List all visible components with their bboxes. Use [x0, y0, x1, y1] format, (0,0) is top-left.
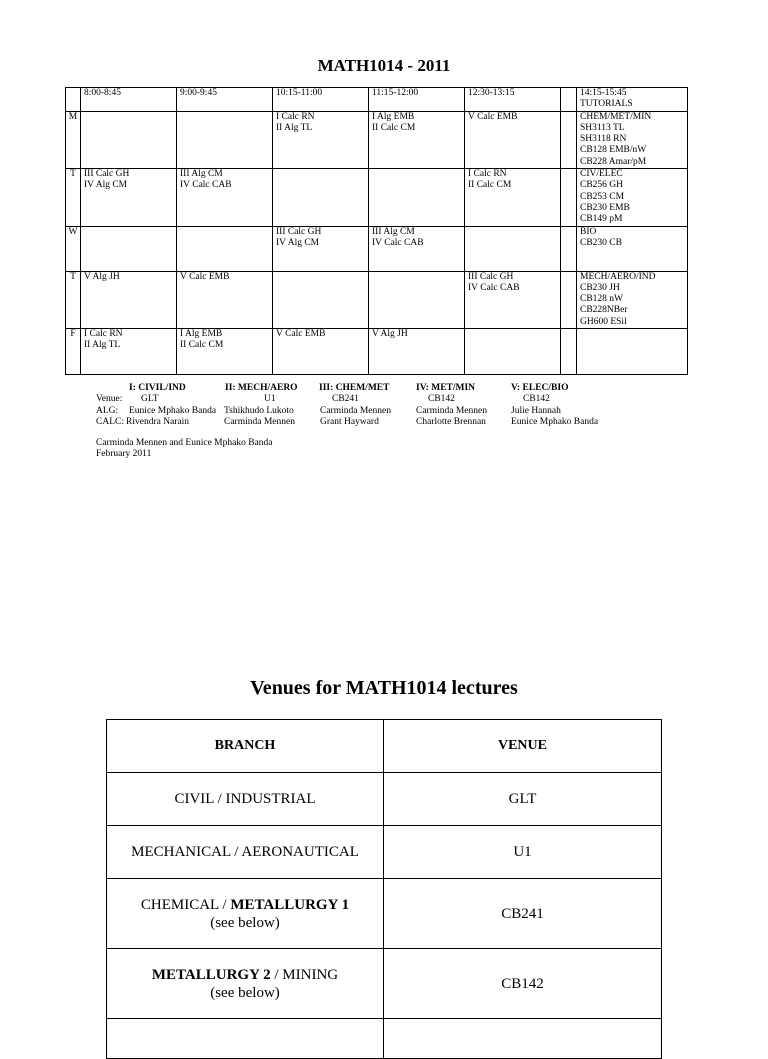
cell-line: IV Calc CAB — [372, 237, 424, 248]
legend-alg-lecturer: Carminda Mennen — [320, 405, 391, 416]
credit-block — [96, 438, 273, 461]
venue-header: VENUE — [384, 720, 662, 773]
timetable-cell — [273, 271, 369, 328]
timetable-cell — [369, 111, 465, 168]
timetable-cell — [369, 169, 465, 226]
legend-venue: CB241 — [332, 394, 359, 405]
timetable-cell — [561, 271, 577, 328]
legend-calc-label: CALC: — [96, 416, 124, 427]
cell-line: III Alg CM — [180, 169, 223, 180]
header-cell — [577, 88, 688, 112]
cell-line: II Calc CM — [180, 340, 224, 351]
cell-line: IV Alg CM — [84, 180, 128, 191]
legend-branch-header: II: MECH/AERO — [225, 383, 298, 393]
timetable-cell — [81, 226, 177, 271]
legend-branch-header: IV: MET/MIN — [416, 383, 476, 393]
venues-table — [106, 719, 662, 1059]
timetable-row — [66, 329, 688, 375]
cell-line: SH3113 TL — [580, 122, 625, 133]
cell-line: I Calc RN — [276, 111, 315, 122]
venue-cell: CB142 — [384, 949, 662, 1019]
timetable-cell — [465, 111, 561, 168]
cell-line: I Calc RN — [84, 329, 123, 340]
timetable-cell — [177, 271, 273, 328]
cell-line: CB230 EMB — [580, 202, 630, 213]
legend-calc-lecturer: Carminda Mennen — [224, 416, 295, 427]
legend-venue: CB142 — [523, 394, 550, 405]
cell-line: V Calc EMB — [468, 111, 518, 122]
cell-line: CB149 pM — [580, 214, 623, 225]
venue-row — [107, 773, 662, 826]
cell-line: CB230 CB — [580, 237, 622, 248]
legend-calc-lecturer: Charlotte Brennan — [416, 416, 486, 427]
timetable — [65, 87, 688, 375]
legend-alg-lecturer: Tshikhudo Lukoto — [224, 405, 294, 416]
header-cell: 8:00-8:45 — [81, 88, 177, 112]
day-cell: T — [66, 169, 81, 226]
venue-row-partial — [107, 1019, 662, 1059]
venue-cell: GLT — [384, 773, 662, 826]
venue-row — [107, 949, 662, 1019]
legend-venue: GLT — [141, 394, 159, 405]
cell-line: II Calc CM — [468, 180, 512, 191]
cell-line: MECH/AERO/IND — [580, 271, 656, 282]
venue-cell — [384, 1019, 662, 1059]
legend-branch-header: I: CIVIL/IND — [129, 383, 186, 393]
venues-title: Venues for MATH1014 lectures — [250, 677, 518, 699]
timetable-cell — [273, 111, 369, 168]
cell-line: III Calc GH — [84, 169, 130, 180]
cell-line: V Calc EMB — [180, 271, 230, 282]
legend-calc-lecturer: Rivendra Narain — [126, 416, 190, 427]
timetable-cell — [273, 226, 369, 271]
cell-line: I Alg EMB — [180, 329, 223, 340]
timetable-cell — [273, 329, 369, 375]
timetable-cell — [577, 226, 688, 271]
timetable-cell — [465, 226, 561, 271]
cell-line: II Alg TL — [84, 340, 121, 351]
cell-line: V Alg JH — [84, 271, 120, 282]
legend-venue-label: Venue: — [96, 394, 123, 405]
legend-alg-lecturer: Carminda Mennen — [416, 405, 487, 416]
cell-line: IV Alg CM — [276, 237, 320, 248]
day-cell: F — [66, 329, 81, 375]
cell-line: BIO — [580, 226, 597, 237]
cell-line: I Alg EMB — [372, 111, 415, 122]
branch-cell: CHEMICAL / METALLURGY 1 (see below) — [107, 879, 384, 949]
timetable-row — [66, 111, 688, 168]
legend-venue: CB142 — [428, 394, 455, 405]
timetable-cell — [577, 169, 688, 226]
timetable-cell — [369, 329, 465, 375]
branch-cell: METALLURGY 2 / MINING (see below) — [107, 949, 384, 1019]
timetable-cell — [465, 271, 561, 328]
header-cell — [66, 88, 81, 112]
header-cell — [561, 88, 577, 112]
day-cell: M — [66, 111, 81, 168]
cell-line: 14:15-15:45 — [580, 88, 627, 98]
timetable-row — [66, 169, 688, 226]
timetable-cell — [369, 271, 465, 328]
cell-line: SH3118 RN — [580, 134, 627, 145]
cell-line: CB128 nW — [580, 294, 624, 305]
legend-alg-label: ALG: — [96, 405, 119, 416]
cell-line: CB256 GH — [580, 180, 624, 191]
timetable-cell — [177, 226, 273, 271]
day-cell: T — [66, 271, 81, 328]
header-cell: 12:30-13:15 — [465, 88, 561, 112]
branch-note: (see below) — [210, 984, 280, 1001]
cell-line: CB230 JH — [580, 282, 620, 293]
timetable-cell — [273, 169, 369, 226]
timetable-cell — [561, 226, 577, 271]
legend-alg-lecturer: Eunice Mphako Banda — [129, 405, 217, 416]
legend-branch-header: III: CHEM/MET — [319, 383, 390, 393]
timetable-cell — [369, 226, 465, 271]
timetable-cell — [561, 111, 577, 168]
cell-line: CHEM/MET/MIN — [580, 111, 652, 122]
cell-line: IV Calc CAB — [468, 282, 520, 293]
cell-line: II Alg TL — [276, 122, 313, 133]
cell-line: CB128 EMB/nW — [580, 145, 647, 156]
cell-line: II Calc CM — [372, 122, 416, 133]
venue-row — [107, 879, 662, 949]
legend-calc-lecturer: Eunice Mphako Banda — [511, 416, 599, 427]
cell-line: CB253 CM — [580, 191, 625, 202]
cell-line: V Alg JH — [372, 329, 408, 340]
legend-venue: U1 — [264, 394, 276, 405]
timetable-cell — [561, 329, 577, 375]
legend-branch-header: V: ELEC/BIO — [511, 383, 569, 393]
timetable-row — [66, 226, 688, 271]
legend-alg-lecturer: Julie Hannah — [511, 405, 561, 416]
timetable-cell — [81, 169, 177, 226]
venue-cell: CB241 — [384, 879, 662, 949]
branch-cell: CIVIL / INDUSTRIAL — [107, 773, 384, 826]
timetable-cell — [561, 169, 577, 226]
branch-note: (see below) — [210, 914, 280, 931]
header-cell: 11:15-12:00 — [369, 88, 465, 112]
timetable-cell — [81, 271, 177, 328]
cell-line: CIV/ELEC — [580, 169, 623, 180]
cell-line: I Calc RN — [468, 169, 507, 180]
timetable-header-row — [66, 88, 688, 112]
timetable-cell — [177, 111, 273, 168]
timetable-row — [66, 271, 688, 328]
credit-date: February 2011 — [96, 449, 152, 460]
header-cell: 9:00-9:45 — [177, 88, 273, 112]
cell-line: TUTORIALS — [580, 99, 633, 110]
cell-line: III Alg CM — [372, 226, 415, 237]
legend-calc-lecturer: Grant Hayward — [320, 416, 379, 427]
cell-line: III Calc GH — [276, 226, 322, 237]
timetable-cell — [577, 271, 688, 328]
venue-cell: U1 — [384, 826, 662, 879]
page-title: MATH1014 - 2011 — [317, 56, 451, 75]
timetable-cell — [177, 329, 273, 375]
timetable-cell — [465, 329, 561, 375]
branch-cell — [107, 1019, 384, 1059]
timetable-cell — [577, 329, 688, 375]
venue-row — [107, 826, 662, 879]
cell-line: GH600 ESil — [580, 316, 627, 327]
timetable-cell — [81, 111, 177, 168]
branch-header: BRANCH — [107, 720, 384, 773]
cell-line: IV Calc CAB — [180, 180, 232, 191]
cell-line: V Calc EMB — [276, 329, 326, 340]
day-cell: W — [66, 226, 81, 271]
credit-authors: Carminda Mennen and Eunice Mphako Banda — [96, 438, 273, 448]
timetable-cell — [577, 111, 688, 168]
cell-line: CB228NBer — [580, 305, 628, 316]
venues-header-row — [107, 720, 662, 773]
branch-cell: MECHANICAL / AERONAUTICAL — [107, 826, 384, 879]
header-cell: 10:15-11:00 — [273, 88, 369, 112]
cell-line: CB228 Amar/pM — [580, 156, 647, 167]
cell-line: III Calc GH — [468, 271, 514, 282]
timetable-cell — [81, 329, 177, 375]
timetable-cell — [177, 169, 273, 226]
timetable-cell — [465, 169, 561, 226]
